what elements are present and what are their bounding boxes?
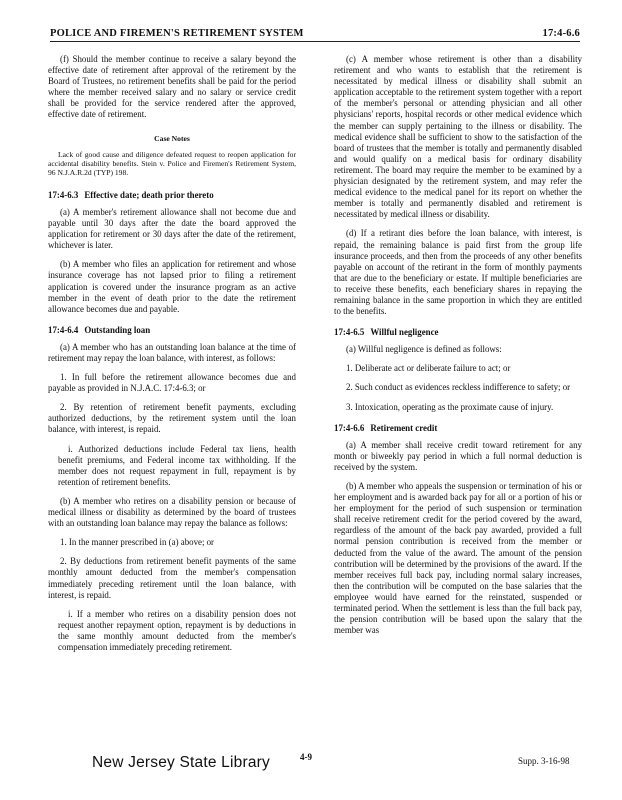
page-number: 4-9 — [300, 752, 312, 762]
right-column — [334, 54, 582, 644]
paragraph-6-3-b: (b) A member who files an application for retirement and whose insurance coverage has not lapsed prior to filing a retirement application is covered under the insurance program as an active member in the event of death prior to the date the retirement allowance becomes due and payable. — [48, 259, 296, 314]
paragraph-6-5-a-2: 2. Such conduct as evidences reckless indifference to safety; or — [346, 382, 571, 393]
paragraph-6-3-a: (a) A member's retirement allowance shall not become due and payable until 30 days after the date the board approved the application for retirement or 30 days after the date of the retirement, whichever is later. — [48, 206, 296, 251]
paragraph-6-4-a-2: 2. By retention of retirement benefit payments, excluding authorized deductions, by the retirement system until the loan balance, with interest, is repaid. — [48, 402, 296, 435]
paragraph-6-5-a-1: 1. Deliberate act or deliberate failure to act; or — [346, 363, 511, 374]
paragraph-6-5-a-3: 3. Intoxication, operating as the proximate cause of injury. — [346, 401, 554, 412]
case-notes-title: Case Notes — [154, 133, 190, 143]
section-heading-6-3 — [48, 190, 296, 201]
paragraph-f: (f) Should the member continue to receive a salary beyond the effective date of retirement after approval of the retirement by the Board of Trustees, no retirement benefits shall be paid for the period where the member received salary and no salary or service credit shall be provided for the service rendered after the approved, effective date of retirement. — [48, 54, 296, 120]
paragraph-6-5-a: (a) Willful negligence is defined as follows: — [346, 344, 502, 355]
paragraph-6-6-a: (a) A member shall receive credit toward retirement for any month or biweekly pay period in which a full normal deduction is received by the system. — [334, 439, 582, 472]
section-title: Effective date; death prior thereto — [84, 189, 214, 200]
section-number: 17:4-6.6 — [334, 422, 365, 433]
library-watermark: New Jersey State Library — [92, 754, 270, 771]
section-number: 17:4-6.4 — [48, 324, 79, 335]
header-section-range: 17:4-6.6 — [542, 28, 580, 39]
paragraph-6-4-a: (a) A member who has an outstanding loan balance at the time of retirement may repay the loan balance, with interest, as follows: — [48, 341, 296, 363]
supplement-date: Supp. 3-16-98 — [518, 756, 570, 766]
section-title: Outstanding loan — [84, 324, 151, 335]
paragraph-6-4-b-1: 1. In the manner prescribed in (a) above; or — [60, 537, 215, 548]
section-number: 17:4-6.3 — [48, 189, 79, 200]
section-heading-6-4 — [48, 325, 296, 336]
running-header — [50, 28, 580, 42]
paragraph-6-4-d: (d) If a retirant dies before the loan balance, with interest, is repaid, the remaining balance is paid first from the group life insurance proceeds, and then from the proceeds of any other benefits payable on account of the retirant in the form of monthly payments that are due to the beneficiary or estate. If multiple beneficiaries are to receive these benefits, each beneficiary shares in repaying the remaining balance in the same proportion in which they are entitled to the benefits. — [334, 228, 582, 317]
case-note: Lack of good cause and diligence defeated request to reopen application for accidental disability benefits. Stein v. Police and Firemen's Retirement System, 96 N.J.A.R.2d (TYP) 198. — [48, 149, 296, 178]
paragraph-6-4-a-2-i: i. Authorized deductions include Federal tax liens, health benefit premiums, and Federal income tax withholding. If the member does not request repayment in full, repayment is by retention of retirement benefits. — [58, 443, 296, 487]
section-heading-6-5 — [334, 327, 582, 338]
paragraph-6-4-c: (c) A member whose retirement is other than a disability retirement and who wants to establish that the retirement is necessitated by medical illness or disability shall submit an application acceptable to the retirement system together with a report of the member's personal or attending physician and all other physicians' reports, hospital records or other medical evidence which the member can supply pertaining to the illness or disability. The medical evidence shall be sufficient to show to the satisfaction of the board of trustees that the member is totally and permanently disabled and would qualify on a medical basis for ordinary disability retirement. The board may require the member to be examined by a physician designated by the retirement system, and may refer the medical evidence to the medical panel for its report on whether the member is totally and permanently disabled and retirement is necessitated by medical illness or disability. — [334, 54, 582, 220]
paragraph-6-4-b-2: 2. By deductions from retirement benefit payments of the same monthly amount deducted from the member's compensation immediately preceding retirement until the loan balance, with interest, is repaid. — [48, 556, 296, 600]
paragraph-6-4-b: (b) A member who retires on a disability pension or because of medical illness or disability as determined by the board of trustees with an outstanding loan balance may repay the balance as follows: — [48, 495, 296, 529]
header-title: POLICE AND FIREMEN'S RETIREMENT SYSTEM — [50, 28, 304, 39]
left-column — [48, 54, 296, 661]
paragraph-6-4-b-2-i: i. If a member who retires on a disability pension does not request another repayment option, repayment is by deductions in the same monthly amount deducted from the member's compensation immediately preceding retirement. — [58, 608, 296, 652]
section-title: Willful negligence — [370, 327, 439, 338]
section-heading-6-6 — [334, 423, 582, 434]
paragraph-6-4-a-1: 1. In full before the retirement allowance becomes due and payable as provided in N.J.A.C. 17:4-6.3; or — [48, 372, 296, 394]
paragraph-6-6-b: (b) A member who appeals the suspension or termination of his or her employment and is awarded back pay for all or a portion of his or her employment for the period of such suspension or termination shall receive retirement credit for the period covered by the award, regardless of the amount of the back pay awarded, provided a full normal pension contribution is received from the member or deducted from the value of the award. The amount of the pension contribution will be determined by the provisions of the award. If the member receives full back pay, including normal salary increases, then the contribution will be computed on the base salaries that the employee would have earned for the reinstated, suspended or terminated period. When the settlement is less than the full back pay, the pension contribution will be based upon the salary that the member was — [334, 481, 582, 636]
section-number: 17:4-6.5 — [334, 327, 365, 338]
section-title: Retirement credit — [370, 422, 438, 433]
